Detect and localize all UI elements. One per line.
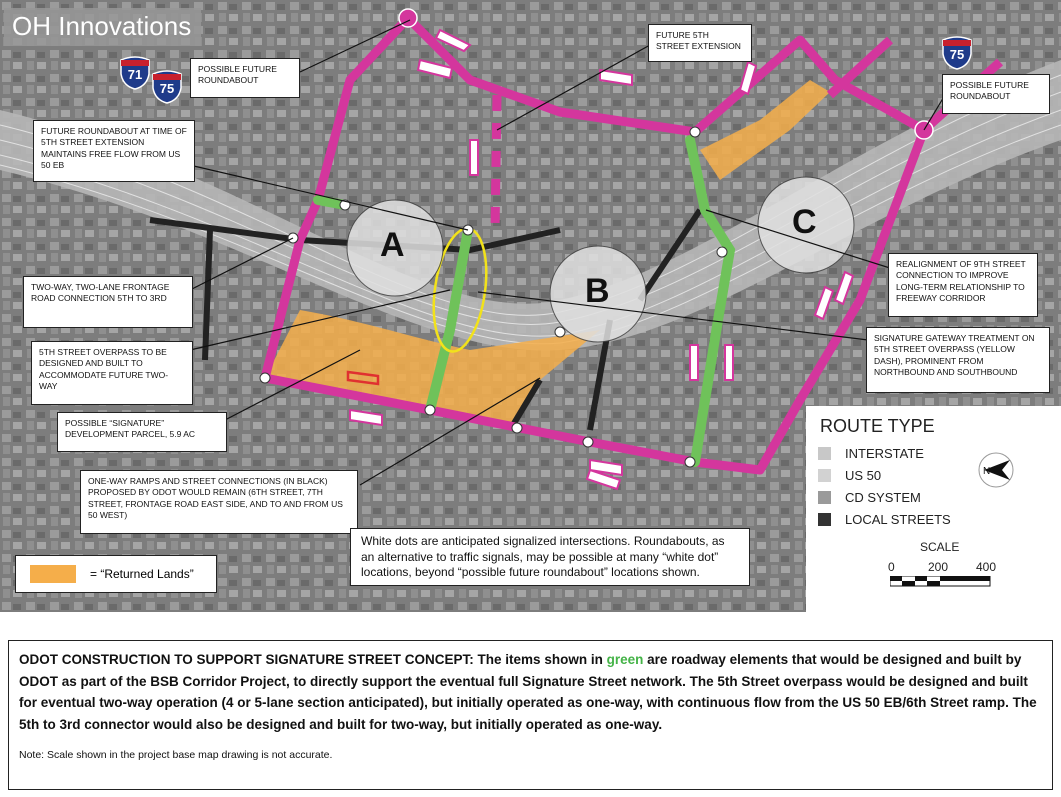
callout-roundabout-left: POSSIBLE FUTURE ROUNDABOUT bbox=[190, 58, 300, 98]
scale-bar bbox=[890, 576, 1000, 590]
construction-summary bbox=[8, 640, 1053, 790]
zone-b-label: B bbox=[585, 272, 610, 310]
shield-75-label-right: 75 bbox=[949, 47, 965, 62]
shield-71-label: 71 bbox=[127, 67, 143, 82]
callout-realignment-9th: REALIGNMENT OF 9TH STREET CONNECTION TO IMPROVE LONG-TERM RELATIONSHIP TO FREEWAY CORRIDOR bbox=[888, 253, 1038, 317]
north-arrow-icon bbox=[976, 450, 1016, 490]
zone-c-label: C bbox=[792, 203, 817, 241]
callout-gateway: SIGNATURE GATEWAY TREATMENT ON 5TH STREET OVERPASS (YELLOW DASH), PROMINENT FROM NORTHBOUND AND SOUTHBOUND bbox=[866, 327, 1050, 393]
summary-text-a: The items shown in bbox=[477, 652, 603, 667]
legend-item-cd-system: CD SYSTEM bbox=[818, 490, 921, 505]
legend-item-local-streets: LOCAL STREETS bbox=[818, 512, 951, 527]
callout-signature-parcel: POSSIBLE “SIGNATURE” DEVELOPMENT PARCEL, 5.9 AC bbox=[57, 412, 227, 452]
shield-75-label-left: 75 bbox=[159, 81, 175, 96]
zone-a-label: A bbox=[380, 226, 405, 264]
callout-future-roundabout-time: FUTURE ROUNDABOUT AT TIME OF 5TH STREET EXTENSION MAINTAINS FREE FLOW FROM US 50 EB bbox=[33, 120, 195, 182]
interstate-75-shield-right bbox=[941, 36, 973, 70]
summary-text-b: are roadway elements that would be designed and built by ODOT as part of the BSB Corridor Project, to directly support the eventual full Signature Street network. The 5th Street overpass would be designed and built for eventual two-way operation (4 or 5-lane section anticipated), but initially operated as one-way, with continuous flow from the US 50 EB/6th Street ramp. The 5th to 3rd connector would also be designed and built for two-way, but initially operated as one-way. bbox=[19, 652, 1037, 732]
scale-tick-200: 200 bbox=[928, 560, 949, 574]
legend-item-us50: US 50 bbox=[818, 468, 881, 483]
map-title: OH Innovations bbox=[4, 8, 201, 46]
summary-heading: ODOT CONSTRUCTION TO SUPPORT SIGNATURE STREET CONCEPT: bbox=[19, 652, 474, 667]
scale-tick-400: 400 bbox=[976, 560, 997, 574]
white-dots-note: White dots are anticipated signalized intersections. Roundabouts, as an alternative to traffic signals, may be possible at many “white dot” locations, beyond “possible future roundabout” locations shown. bbox=[350, 528, 750, 586]
callout-roundabout-right: POSSIBLE FUTURE ROUNDABOUT bbox=[942, 74, 1050, 114]
returned-lands-label: = “Returned Lands” bbox=[90, 567, 194, 581]
legend-item-interstate: INTERSTATE bbox=[818, 446, 924, 461]
route-type-legend bbox=[806, 406, 1061, 612]
callout-two-way-frontage: TWO-WAY, TWO-LANE FRONTAGE ROAD CONNECTION 5TH TO 3RD bbox=[23, 276, 193, 328]
callout-one-way-ramps: ONE-WAY RAMPS AND STREET CONNECTIONS (IN BLACK) PROPOSED BY ODOT WOULD REMAIN (6TH STREET, 7TH STREET, FRONTAGE ROAD EAST SIDE, AND TO AND FROM US 50 WEST) bbox=[80, 470, 358, 534]
scale-tick-0: 0 bbox=[888, 560, 895, 574]
legend-title: ROUTE TYPE bbox=[820, 416, 935, 436]
svg-text:N: N bbox=[983, 466, 991, 477]
scale-title: SCALE bbox=[920, 540, 960, 554]
returned-lands-swatch bbox=[30, 565, 76, 583]
interstate-75-shield-left bbox=[151, 70, 183, 104]
interstate-71-shield bbox=[119, 56, 151, 90]
scale-accuracy-note: Note: Scale shown in the project base map drawing is not accurate. bbox=[19, 749, 333, 762]
returned-lands-legend bbox=[15, 555, 217, 593]
callout-overpass-5th: 5TH STREET OVERPASS TO BE DESIGNED AND BUILT TO ACCOMMODATE FUTURE TWO-WAY bbox=[31, 341, 193, 405]
callout-future-5th: FUTURE 5TH STREET EXTENSION bbox=[648, 24, 752, 62]
summary-green-word: green bbox=[606, 652, 644, 667]
